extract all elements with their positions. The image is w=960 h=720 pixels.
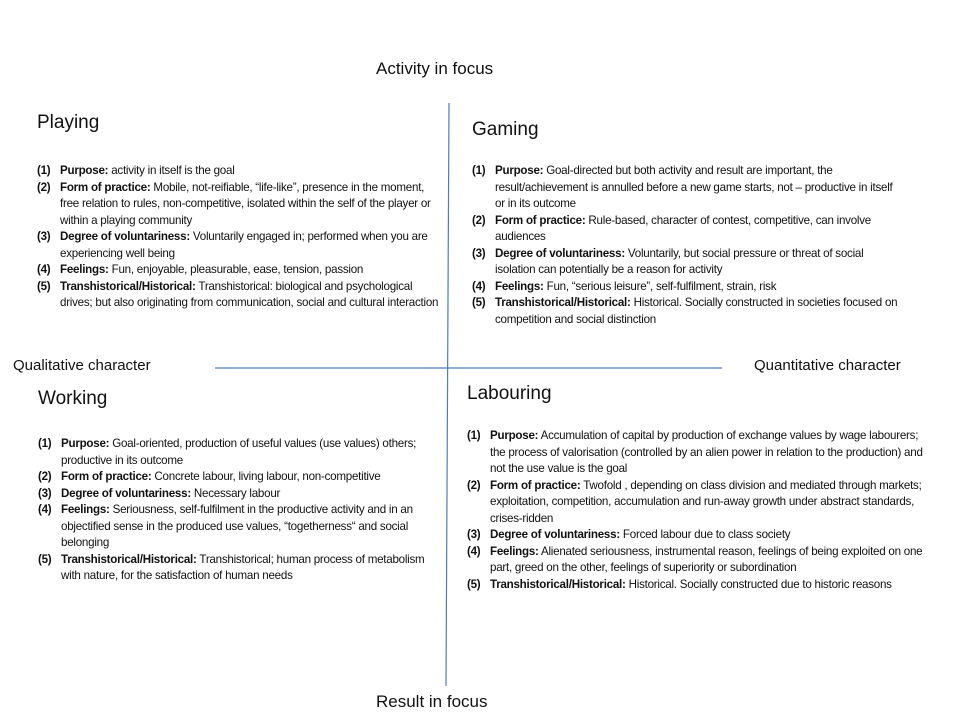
item-text: Necessary labour bbox=[190, 486, 281, 500]
item-text: activity in itself is the goal bbox=[108, 164, 235, 177]
quadrant-working bbox=[38, 388, 446, 585]
item-label: Transhistorical/Historical: bbox=[495, 296, 631, 309]
axis-label-left: Qualitative character bbox=[13, 357, 151, 374]
item-label: Feelings: bbox=[490, 544, 539, 558]
item-label: Transhistorical/Historical: bbox=[61, 552, 197, 566]
item-label: Degree of voluntariness: bbox=[490, 528, 620, 541]
item-number: (3) bbox=[467, 528, 481, 541]
criteria-item bbox=[37, 229, 445, 262]
criteria-list bbox=[472, 163, 904, 328]
criteria-item bbox=[38, 486, 446, 503]
criteria-item bbox=[38, 502, 446, 552]
criteria-list bbox=[38, 436, 446, 585]
item-number: (3) bbox=[37, 230, 51, 243]
item-number: (1) bbox=[37, 164, 51, 177]
axis-label-bottom: Result in focus bbox=[376, 692, 488, 711]
item-text: Fun, enjoyable, pleasurable, ease, tension, passion bbox=[108, 263, 364, 276]
item-text: Voluntarily engaged in; performed when you are experiencing well being bbox=[60, 230, 428, 260]
quadrant-title: Working bbox=[38, 388, 108, 409]
item-text: Fun, “serious leisure”, self-fulfilment, strain, risk bbox=[543, 279, 777, 293]
item-number: (5) bbox=[467, 577, 481, 591]
item-number: (1) bbox=[467, 429, 481, 442]
item-number: (1) bbox=[38, 437, 52, 450]
item-text: Alienated seriousness, instrumental reason, feelings of being exploited on one part, greed on the other, feelings of superiority or subordination bbox=[490, 544, 923, 574]
criteria-item bbox=[37, 262, 445, 279]
item-text: Goal-oriented, production of useful values (use values) others; productive in its outcome bbox=[61, 437, 417, 467]
item-label: Feelings: bbox=[61, 503, 110, 516]
criteria-item bbox=[472, 163, 904, 213]
item-label: Feelings: bbox=[60, 263, 109, 276]
item-number: (2) bbox=[472, 213, 486, 227]
criteria-item bbox=[467, 544, 925, 577]
item-label: Form of practice: bbox=[61, 470, 152, 483]
item-number: (2) bbox=[38, 470, 52, 483]
item-label: Feelings: bbox=[495, 279, 544, 293]
criteria-item bbox=[472, 295, 904, 328]
item-number: (3) bbox=[38, 486, 52, 500]
item-label: Degree of voluntariness: bbox=[61, 486, 191, 500]
item-label: Purpose: bbox=[495, 164, 544, 177]
criteria-item bbox=[37, 180, 445, 230]
item-text: Forced labour due to class society bbox=[619, 528, 791, 541]
criteria-item bbox=[472, 279, 904, 296]
criteria-item bbox=[38, 552, 446, 585]
criteria-item bbox=[472, 246, 904, 279]
item-label: Form of practice: bbox=[490, 478, 581, 492]
criteria-list bbox=[467, 428, 925, 593]
item-text: Historical. Socially constructed due to historic reasons bbox=[625, 577, 892, 591]
item-text: Goal-directed but both activity and result are important, the result/achievement is annulled before a new game starts, not – productive in itself or in its outcome bbox=[495, 164, 893, 210]
item-label: Purpose: bbox=[60, 164, 109, 177]
criteria-item bbox=[467, 478, 925, 528]
item-number: (4) bbox=[472, 279, 486, 293]
item-text: Mobile, not-reifiable, “life-like”, presence in the moment, free relation to rules, non-competitive, isolated within the self of the player or within a playing community bbox=[60, 180, 431, 227]
quadrant-gaming bbox=[472, 119, 904, 328]
quadrant-playing bbox=[37, 112, 445, 312]
item-number: (3) bbox=[472, 246, 486, 260]
item-number: (5) bbox=[37, 279, 51, 293]
item-number: (4) bbox=[38, 503, 52, 516]
item-number: (4) bbox=[467, 544, 481, 558]
item-label: Form of practice: bbox=[60, 180, 151, 194]
item-label: Degree of voluntariness: bbox=[60, 230, 190, 243]
criteria-list bbox=[37, 163, 445, 312]
quadrant-title: Gaming bbox=[472, 119, 539, 140]
item-text: Historical. Socially constructed in societies focused on competition and social distinction bbox=[495, 296, 898, 326]
item-text: Transhistorical; human process of metabolism with nature, for the satisfaction of human needs bbox=[61, 552, 425, 582]
item-label: Transhistorical/Historical: bbox=[60, 279, 196, 293]
quadrant-title: Playing bbox=[37, 112, 100, 133]
criteria-item bbox=[467, 577, 925, 594]
item-text: Seriousness, self-fulfilment in the productive activity and in an objectified sense in the produced use values, “togetherness“ and social belonging bbox=[61, 503, 413, 549]
item-text: Concrete labour, living labour, non-competitive bbox=[151, 470, 381, 483]
criteria-item bbox=[38, 436, 446, 469]
quadrant-labouring bbox=[467, 383, 925, 593]
item-number: (2) bbox=[37, 180, 51, 194]
item-label: Purpose: bbox=[490, 429, 539, 442]
item-label: Purpose: bbox=[61, 437, 110, 450]
item-number: (5) bbox=[472, 296, 486, 309]
criteria-item bbox=[467, 527, 925, 544]
criteria-item bbox=[467, 428, 925, 478]
item-number: (2) bbox=[467, 478, 481, 492]
axis-label-top: Activity in focus bbox=[376, 59, 494, 78]
item-text: Transhistorical: biological and psychological drives; but also originating from communication, social and cultural interaction bbox=[60, 279, 439, 309]
item-text: Accumulation of capital by production of exchange values by wage labourers; the process of valorisation (controlled by an alien power in relation to the production) and not the use value is the goal bbox=[490, 429, 923, 475]
criteria-item bbox=[472, 213, 904, 246]
quadrant-title: Labouring bbox=[467, 383, 552, 404]
item-label: Form of practice: bbox=[495, 213, 586, 227]
criteria-item bbox=[38, 469, 446, 486]
criteria-item bbox=[37, 163, 445, 180]
item-text: Rule-based, character of contest, competitive, can involve audiences bbox=[495, 213, 872, 243]
item-label: Degree of voluntariness: bbox=[495, 246, 625, 260]
vertical-axis bbox=[446, 103, 449, 686]
item-text: Twofold , depending on class division and mediated through markets; exploitation, competition, accumulation and run-away growth under abstract standards, crises-ridden bbox=[490, 478, 922, 525]
item-number: (4) bbox=[37, 263, 51, 276]
axis-label-right: Quantitative character bbox=[754, 357, 901, 374]
criteria-item bbox=[37, 279, 445, 312]
item-number: (1) bbox=[472, 164, 486, 177]
item-text: Voluntarily, but social pressure or threat of social isolation can potentially be a reason for activity bbox=[495, 246, 864, 276]
item-label: Transhistorical/Historical: bbox=[490, 577, 626, 591]
item-number: (5) bbox=[38, 552, 52, 566]
